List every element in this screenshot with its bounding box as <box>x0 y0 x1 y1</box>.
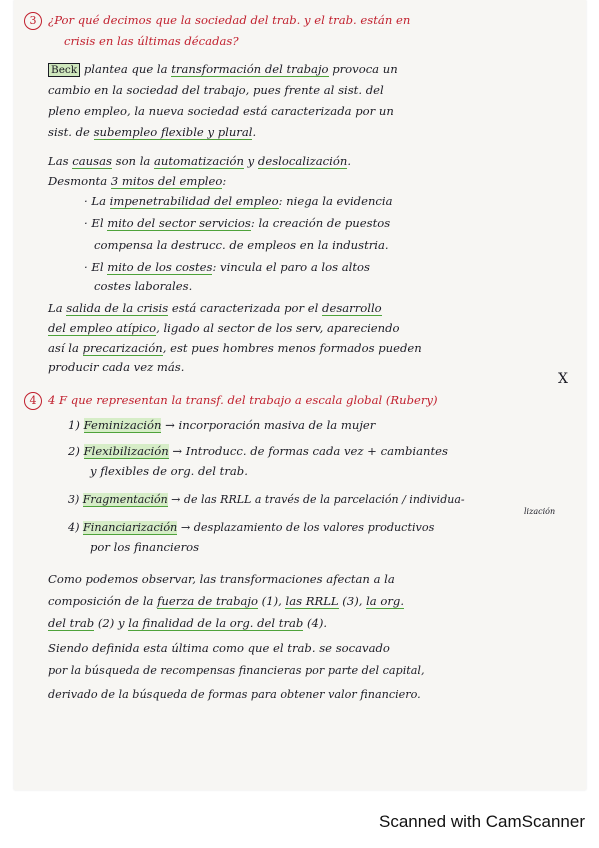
question-3-heading-cont: crisis en las últimas décadas? <box>64 34 239 48</box>
bullet-item: · El mito de los costes: vincula el paro a los altos <box>84 260 370 274</box>
scanned-page <box>14 0 586 790</box>
list-item-cont: lización <box>524 507 556 516</box>
paragraph-line: Beck plantea que la transformación del trabajo provoca un <box>48 64 398 76</box>
list-item: 2) Flexibilización → Introducc. de formas cada vez + cambiantes <box>68 444 448 458</box>
list-item: 3) Fragmentación → de las RRLL a través de la parcelación / individua- <box>68 493 465 506</box>
paragraph-line: cambio en la sociedad del trabajo, pues frente al sist. del <box>48 83 384 97</box>
beck-label: Beck <box>48 63 80 77</box>
list-item-cont: y flexibles de org. del trab. <box>90 464 248 478</box>
paragraph-line: derivado de la búsqueda de formas para obtener valor financiero. <box>48 688 421 701</box>
question-number: 3 <box>24 12 42 30</box>
paragraph-line: así la precarización, est pues hombres menos formados pueden <box>48 341 422 355</box>
scanner-watermark <box>0 812 599 832</box>
list-item: 1) Feminización → incorporación masiva de la mujer <box>68 418 376 432</box>
question-3-heading: 3 ¿Por qué decimos que la sociedad del trab. y el trab. están en <box>24 12 410 30</box>
paragraph-line: pleno empleo, la nueva sociedad está caracterizada por un <box>48 104 394 118</box>
paragraph-line: Como podemos observar, las transformaciones afectan a la <box>48 572 395 586</box>
paragraph-line: composición de la fuerza de trabajo (1), las RRLL (3), la org. <box>48 594 405 608</box>
paragraph-line: producir cada vez más. <box>48 360 185 374</box>
paragraph-line: del trab (2) y la finalidad de la org. del trab (4). <box>48 616 328 630</box>
paragraph-line: La salida de la crisis está caracterizada por el desarrollo <box>48 301 382 315</box>
paragraph-line: por la búsqueda de recompensas financieras por parte del capital, <box>48 664 425 677</box>
question-number: 4 <box>24 392 42 410</box>
paragraph-line: Siendo definida esta última como que el trab. se socavado <box>48 641 390 655</box>
bullet-item-cont: compensa la destrucc. de empleos en la industria. <box>94 238 389 252</box>
paragraph-line: sist. de subempleo flexible y plural. <box>48 125 257 139</box>
x-mark-annotation: X <box>558 371 568 387</box>
paragraph-line: del empleo atípico, ligado al sector de los serv, apareciendo <box>48 321 400 335</box>
bullet-item-cont: costes laborales. <box>94 279 193 293</box>
paragraph-line: Desmonta 3 mitos del empleo: <box>48 174 227 188</box>
list-item-cont: por los financieros <box>90 540 200 554</box>
faint-stamp-mark <box>540 8 580 26</box>
question-4-heading: 4 4 F que representan la transf. del trabajo a escala global (Rubery) <box>24 392 438 410</box>
paragraph-line: Las causas son la automatización y deslocalización. <box>48 154 352 168</box>
bullet-item: · El mito del sector servicios: la creación de puestos <box>84 216 391 230</box>
bullet-item: · La impenetrabilidad del empleo: niega la evidencia <box>84 194 393 208</box>
list-item: 4) Financiarización → desplazamiento de los valores productivos <box>68 521 435 534</box>
scanner-label: Scanned with CamScanner <box>378 812 585 831</box>
